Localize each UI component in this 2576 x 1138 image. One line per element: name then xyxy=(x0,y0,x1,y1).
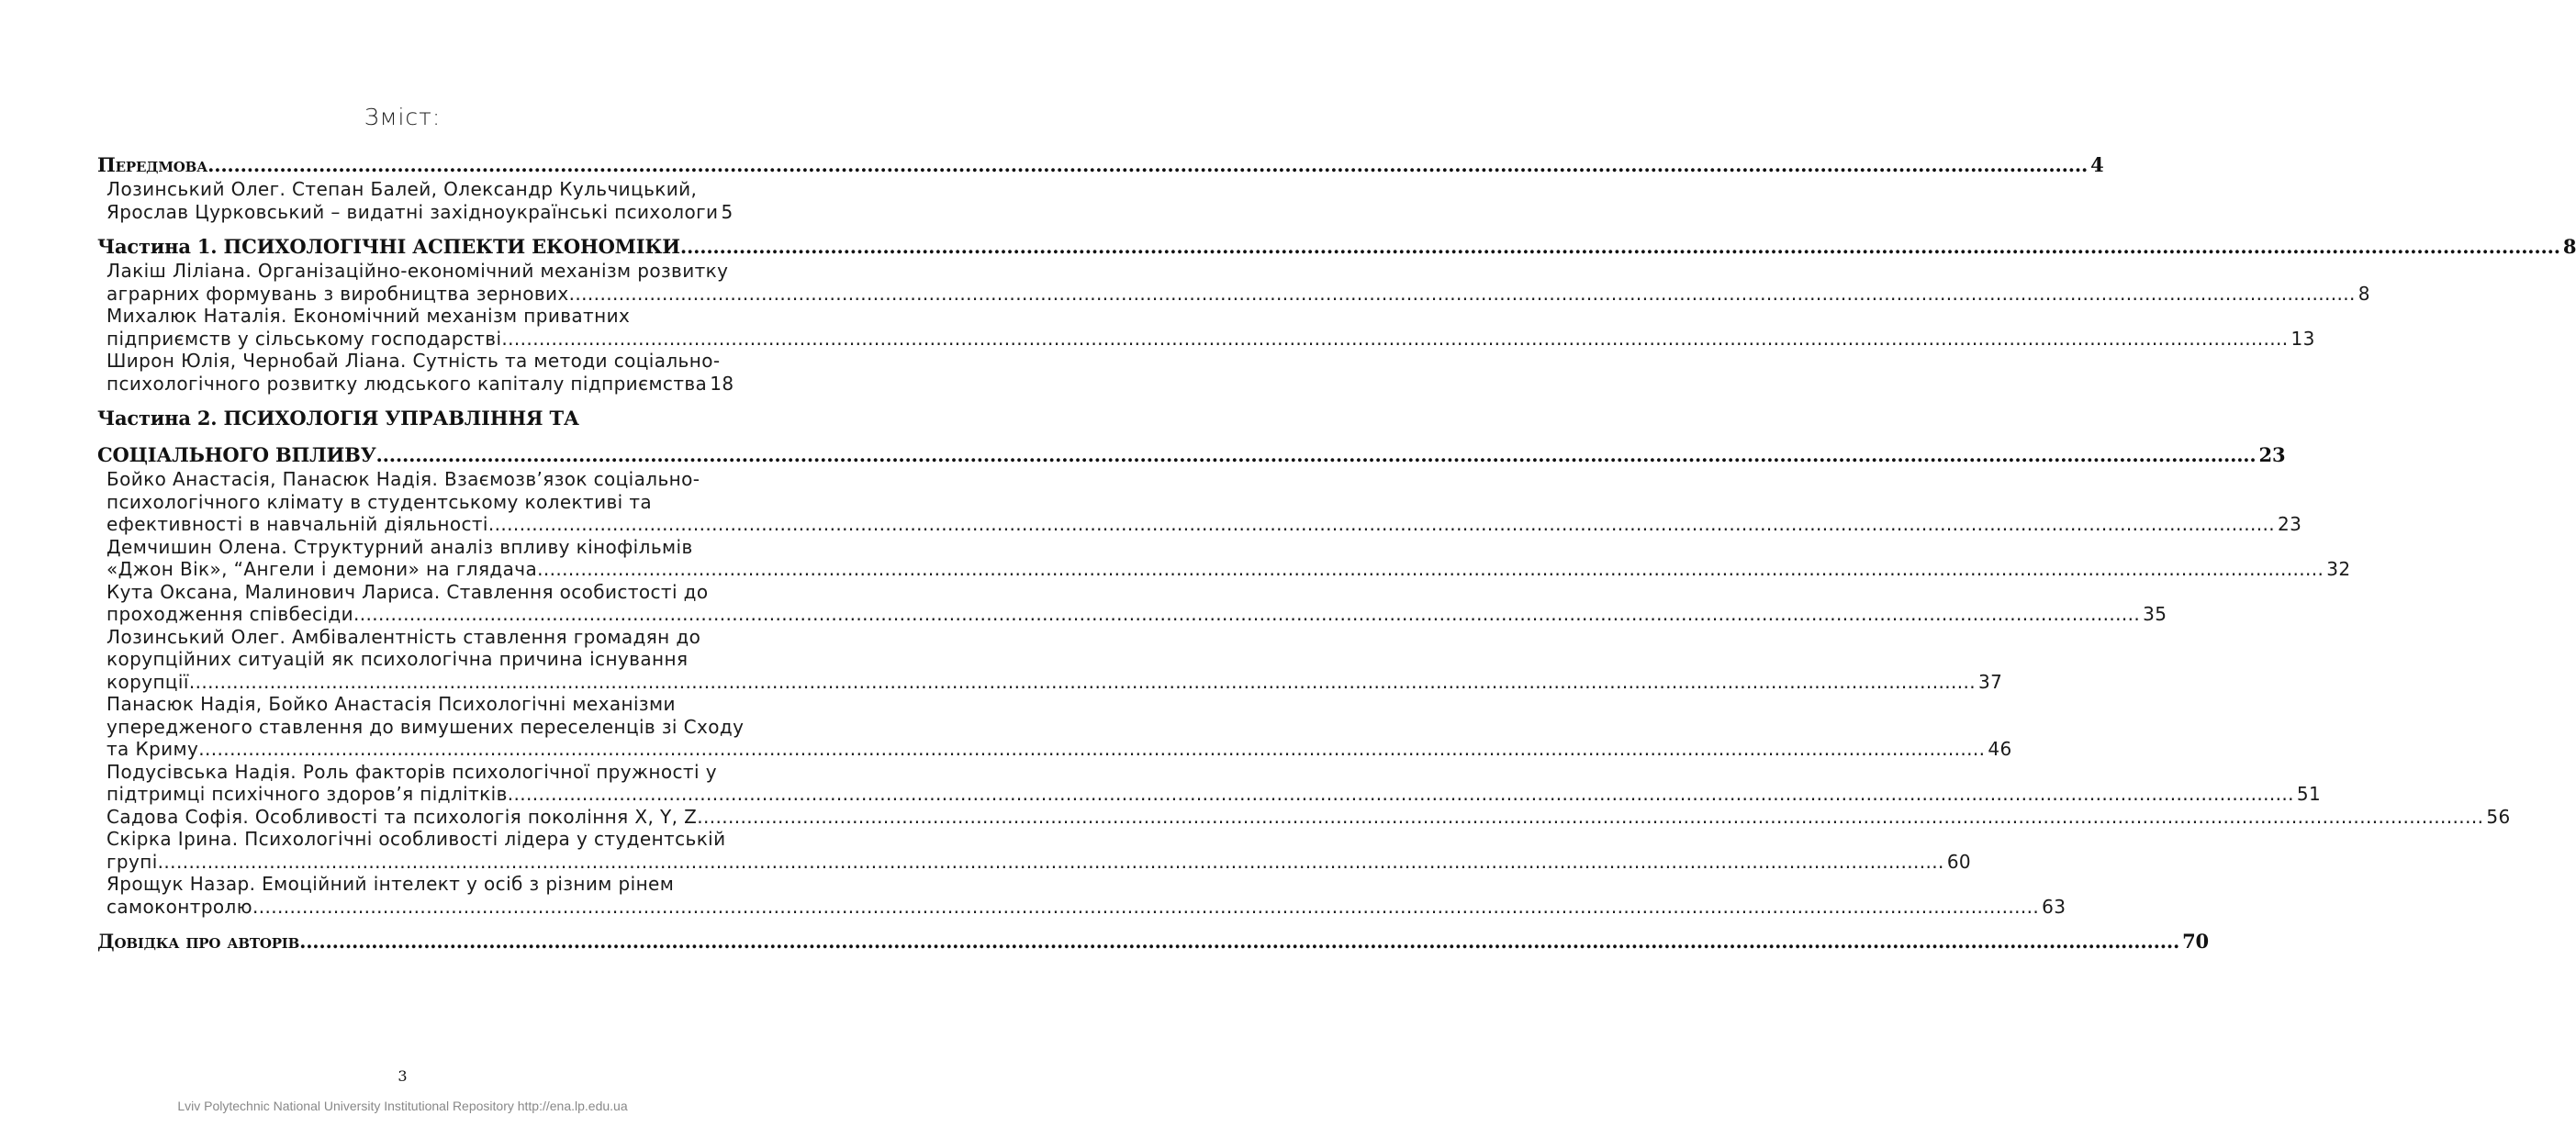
toc-entry-line: проходження співбесіди xyxy=(106,603,354,625)
toc-entry-line: Панасюк Надія, Бойко Анастасія Психологічні механізми xyxy=(106,693,676,715)
toc-section-part1[interactable] xyxy=(97,234,2576,260)
toc-page-number: 18 xyxy=(710,372,734,395)
toc-entry-line: підтримці психічного здоров’я підлітків xyxy=(106,783,508,805)
toc-leader xyxy=(508,783,2294,806)
toc-entry-line: Лозинський Олег. Степан Балей, Олександр Кульчицький, xyxy=(106,178,698,200)
toc-entry-line: корупції xyxy=(106,670,189,693)
toc-section-part2[interactable] xyxy=(97,442,2286,468)
toc-page-number: 5 xyxy=(721,200,734,223)
toc-entry-line: Михалюк Наталія. Економічний механізм приватних xyxy=(106,305,631,327)
table-of-contents xyxy=(97,152,2576,954)
toc-leader xyxy=(697,806,2483,829)
toc-page-number: 46 xyxy=(1988,738,2012,760)
toc-leader xyxy=(299,929,2179,954)
toc-leader xyxy=(680,234,2560,260)
toc-entry-line: ефективності в навчальній діяльності xyxy=(106,513,488,535)
toc-entry-line: Ярощук Назар. Емоційний інтелект у осіб з різним рінем xyxy=(106,873,675,895)
toc-entry-line: Лозинський Олег. Амбівалентність ставлення громадян до xyxy=(106,625,701,648)
toc-leader xyxy=(158,851,1944,874)
toc-section-label: СОЦІАЛЬНОГО ВПЛИВУ xyxy=(97,443,376,466)
toc-section-authors[interactable] xyxy=(97,929,2209,954)
toc-page-number: 8 xyxy=(2358,282,2370,305)
repository-footer: Lviv Polytechnic National University Institutional Repository http://ena.lp.edu.ua xyxy=(177,1099,628,1113)
toc-page-number: 60 xyxy=(1946,850,1972,873)
toc-entry-line: психологічного клімату в студентському колективі та xyxy=(106,490,653,513)
toc-entry-line: групі xyxy=(106,850,158,873)
toc-entry-line: упередженого ставлення до вимушених переселенців зі Сходу xyxy=(106,715,745,738)
toc-entry-line: Подусівська Надія. Роль факторів психологічної пружності у xyxy=(106,760,717,783)
toc-entry-line: Лакіш Ліліана. Організаційно-економічний механізм розвитку xyxy=(106,260,729,282)
toc-entry-line: підприємств у сільському господарстві xyxy=(106,327,502,350)
toc-page-number: 23 xyxy=(2258,443,2286,466)
toc-entry-line: самоконтролю xyxy=(106,895,252,918)
toc-page-number: 35 xyxy=(2143,603,2167,625)
toc-entry-1[interactable] xyxy=(97,178,734,223)
toc-leader xyxy=(252,896,2039,919)
toc-entry-line: «Джон Вік», “Ангели і демони» на глядача xyxy=(106,558,538,580)
toc-page-number: 56 xyxy=(2486,805,2511,828)
toc-leader xyxy=(569,283,2356,306)
toc-entry-2[interactable] xyxy=(97,260,2370,305)
toc-entry-line: психологічного розвитку людського капіталу підприємства xyxy=(106,372,708,395)
toc-entry-7[interactable] xyxy=(97,580,2167,626)
toc-leader xyxy=(353,603,2140,626)
toc-page-number: 4 xyxy=(2090,153,2104,176)
toc-section-preface[interactable] xyxy=(97,152,2104,178)
toc-section-label: Передмова xyxy=(97,153,208,176)
toc-entry-line: аграрних формувань з виробництва зернових xyxy=(106,282,569,305)
toc-page-number: 37 xyxy=(1978,670,2003,693)
toc-entry-line: Демчишин Олена. Структурний аналіз впливу кінофільмів xyxy=(106,535,693,558)
toc-entry-6[interactable] xyxy=(97,535,2351,581)
toc-entry-8[interactable] xyxy=(97,625,2003,694)
toc-entry-11[interactable] xyxy=(97,805,2511,829)
toc-entry-line: Садова Софія. Особливості та психологія покоління X, Y, Z xyxy=(106,805,698,828)
toc-entry-line: Скірка Ірина. Психологічні особливості лідера у студентській xyxy=(106,828,726,850)
toc-page-number: 32 xyxy=(2326,558,2351,580)
toc-section-label: Довідка про авторів xyxy=(97,930,300,953)
page-number: 3 xyxy=(398,1067,408,1085)
toc-entry-12[interactable] xyxy=(97,828,1972,873)
toc-leader xyxy=(501,328,2288,351)
toc-entry-5[interactable] xyxy=(97,468,2302,536)
toc-page-number: 8 xyxy=(2562,235,2576,258)
toc-entry-line: Ярослав Цурковський – видатні західноукраїнські психологи xyxy=(106,200,719,223)
toc-section-label: Частина 1. ПСИХОЛОГІЧНІ АСПЕКТИ ЕКОНОМІКИ xyxy=(97,235,680,258)
toc-leader xyxy=(198,738,1985,761)
toc-page-number: 70 xyxy=(2182,930,2209,953)
toc-section-part2-line1[interactable] xyxy=(97,406,729,431)
toc-page-number: 63 xyxy=(2042,895,2066,918)
toc-entry-line: Широн Юлія, Чернобай Ліана. Сутність та методи соціально- xyxy=(106,350,721,372)
toc-entry-line: Кута Оксана, Малинович Лариса. Ставлення особистості до xyxy=(106,580,709,603)
toc-leader xyxy=(207,152,2088,178)
toc-entry-9[interactable] xyxy=(97,693,2012,761)
toc-entry-10[interactable] xyxy=(97,760,2322,806)
page-title: Зміст: xyxy=(364,104,442,130)
toc-page-number: 13 xyxy=(2290,327,2315,350)
toc-entry-3[interactable] xyxy=(97,305,2315,350)
toc-leader xyxy=(488,513,2275,536)
toc-section-label: Частина 2. ПСИХОЛОГІЯ УПРАВЛІННЯ ТА xyxy=(97,407,579,430)
toc-entry-line: та Криму xyxy=(106,738,199,760)
toc-page-number: 51 xyxy=(2296,783,2322,805)
toc-entry-4[interactable] xyxy=(97,350,734,395)
toc-leader xyxy=(189,671,1976,694)
toc-entry-13[interactable] xyxy=(97,873,2066,918)
toc-entry-line: Бойко Анастасія, Панасюк Надія. Взаємозв’язок соціально- xyxy=(106,468,700,490)
toc-leader xyxy=(537,558,2324,581)
toc-page-number: 23 xyxy=(2278,513,2302,535)
toc-leader xyxy=(376,442,2257,468)
toc-entry-line: корупційних ситуацій як психологічна причина існування xyxy=(106,648,689,670)
